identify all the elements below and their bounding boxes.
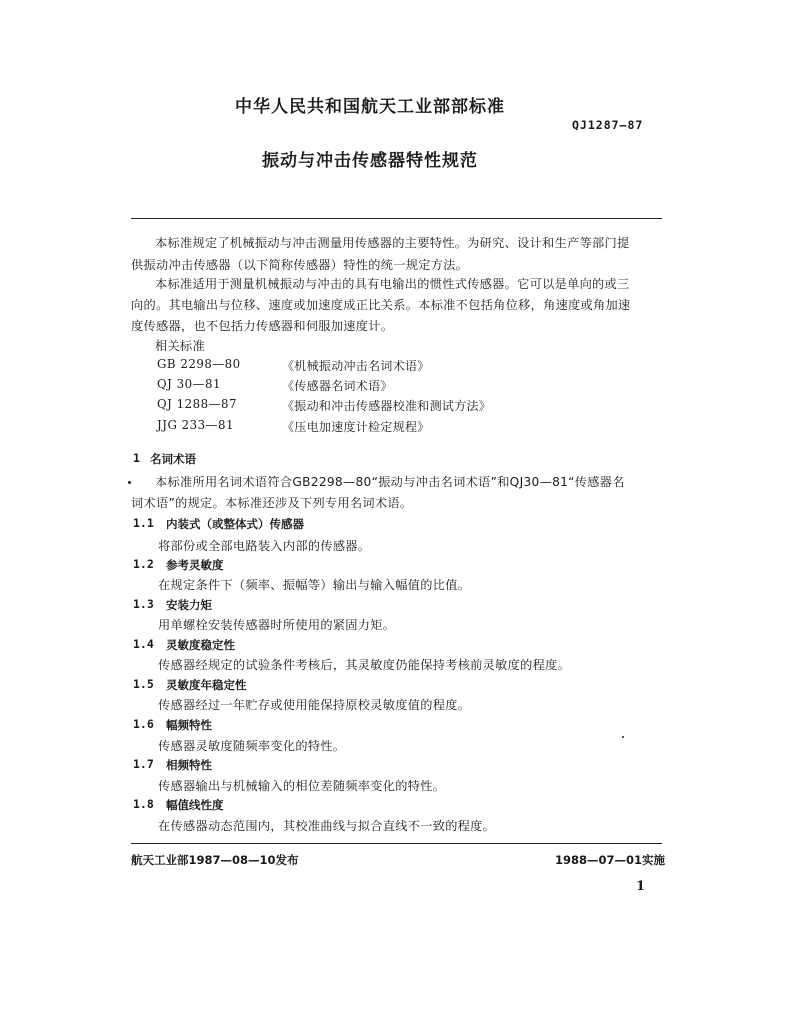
related-standards-label: 相关标准: [155, 339, 205, 353]
term-number: 1.4: [133, 637, 154, 651]
term-definition: 在传感器动态范围内，其校准曲线与拟合直线不一致的程度。: [158, 819, 496, 833]
related-title: 《机械振动冲击名词术语》: [282, 359, 430, 373]
intro-p1-line2: 供振动冲击传感器（以下简称传感器）特性的统一规定方法。: [131, 258, 469, 272]
scan-speck: [622, 736, 624, 738]
footer-rule: [131, 843, 662, 844]
term-title: 幅频特性: [166, 718, 212, 732]
term-title: 幅值线性度: [166, 798, 224, 812]
related-code: QJ 30—81: [157, 377, 221, 391]
term-title: 灵敏度稳定性: [166, 638, 235, 652]
related-title: 《传感器名词术语》: [282, 379, 393, 393]
issue-date: 航天工业部1987—08—10发布: [131, 853, 299, 867]
term-title: 相频特性: [166, 758, 212, 772]
related-title: 《振动和冲击传感器校准和测试方法》: [282, 399, 492, 413]
term-number: 1.2: [133, 557, 154, 571]
term-title: 内装式（或整体式）传感器: [166, 517, 304, 531]
scan-speck: [128, 481, 131, 484]
term-definition: 传感器经过一年贮存或使用能保持原校灵敏度值的程度。: [158, 698, 471, 712]
intro-p2-line3: 度传感器，也不包括力传感器和伺服加速度计。: [131, 319, 394, 333]
term-title: 安装力矩: [166, 598, 212, 612]
term-number: 1.8: [133, 797, 154, 811]
section-title: 名词术语: [150, 452, 196, 466]
term-definition: 用单螺栓安装传感器时所使用的紧固力矩。: [158, 618, 396, 632]
effective-date: 1988—07—01实施: [554, 853, 665, 867]
issuer-heading: 中华人民共和国航天工业部部标准: [235, 97, 505, 117]
intro-p2-line1: 本标准适用于测量机械振动与冲击的具有电输出的惯性式传感器。它可以是单向的或三: [155, 277, 630, 291]
term-number: 1.5: [133, 677, 154, 691]
term-definition: 将部份或全部电路装入内部的传感器。: [158, 539, 371, 553]
term-title: 参考灵敏度: [166, 558, 224, 572]
page-number: 1: [636, 879, 646, 894]
term-definition: 传感器输出与机械输入的相位差随频率变化的特性。: [158, 779, 446, 793]
section-intro-line1: 本标准所用名词术语符合GB2298—80“振动与冲击名词术语”和QJ30—81“传感器名: [155, 475, 625, 489]
section-intro-line2: 词术语”的规定。本标准还涉及下列专用名词术语。: [131, 496, 413, 510]
intro-p2-line2: 向的。其电输出与位移、速度或加速度成正比关系。本标准不包括角位移，角速度或角加速: [131, 298, 631, 312]
term-number: 1.1: [133, 516, 154, 530]
related-code: JJG 233—81: [157, 418, 234, 432]
document-title: 振动与冲击传感器特性规范: [262, 151, 478, 171]
header-rule: [131, 218, 662, 219]
term-number: 1.7: [133, 757, 154, 771]
related-title: 《压电加速度计检定规程》: [282, 420, 430, 434]
term-definition: 传感器经规定的试验条件考核后，其灵敏度仍能保持考核前灵敏度的程度。: [158, 658, 571, 672]
term-title: 灵敏度年稳定性: [166, 678, 247, 692]
section-number: 1: [133, 451, 140, 465]
related-code: GB 2298—80: [157, 357, 241, 371]
term-definition: 在规定条件下（频率、振幅等）输出与输入幅值的比值。: [158, 578, 471, 592]
intro-p1-line1: 本标准规定了机械振动与冲击测量用传感器的主要特性。为研究、设计和生产等部门提: [155, 236, 630, 250]
related-code: QJ 1288—87: [157, 397, 237, 411]
standard-code: QJ1287—87: [572, 118, 644, 132]
term-number: 1.6: [133, 717, 154, 731]
term-number: 1.3: [133, 597, 154, 611]
term-definition: 传感器灵敏度随频率变化的特性。: [158, 739, 346, 753]
